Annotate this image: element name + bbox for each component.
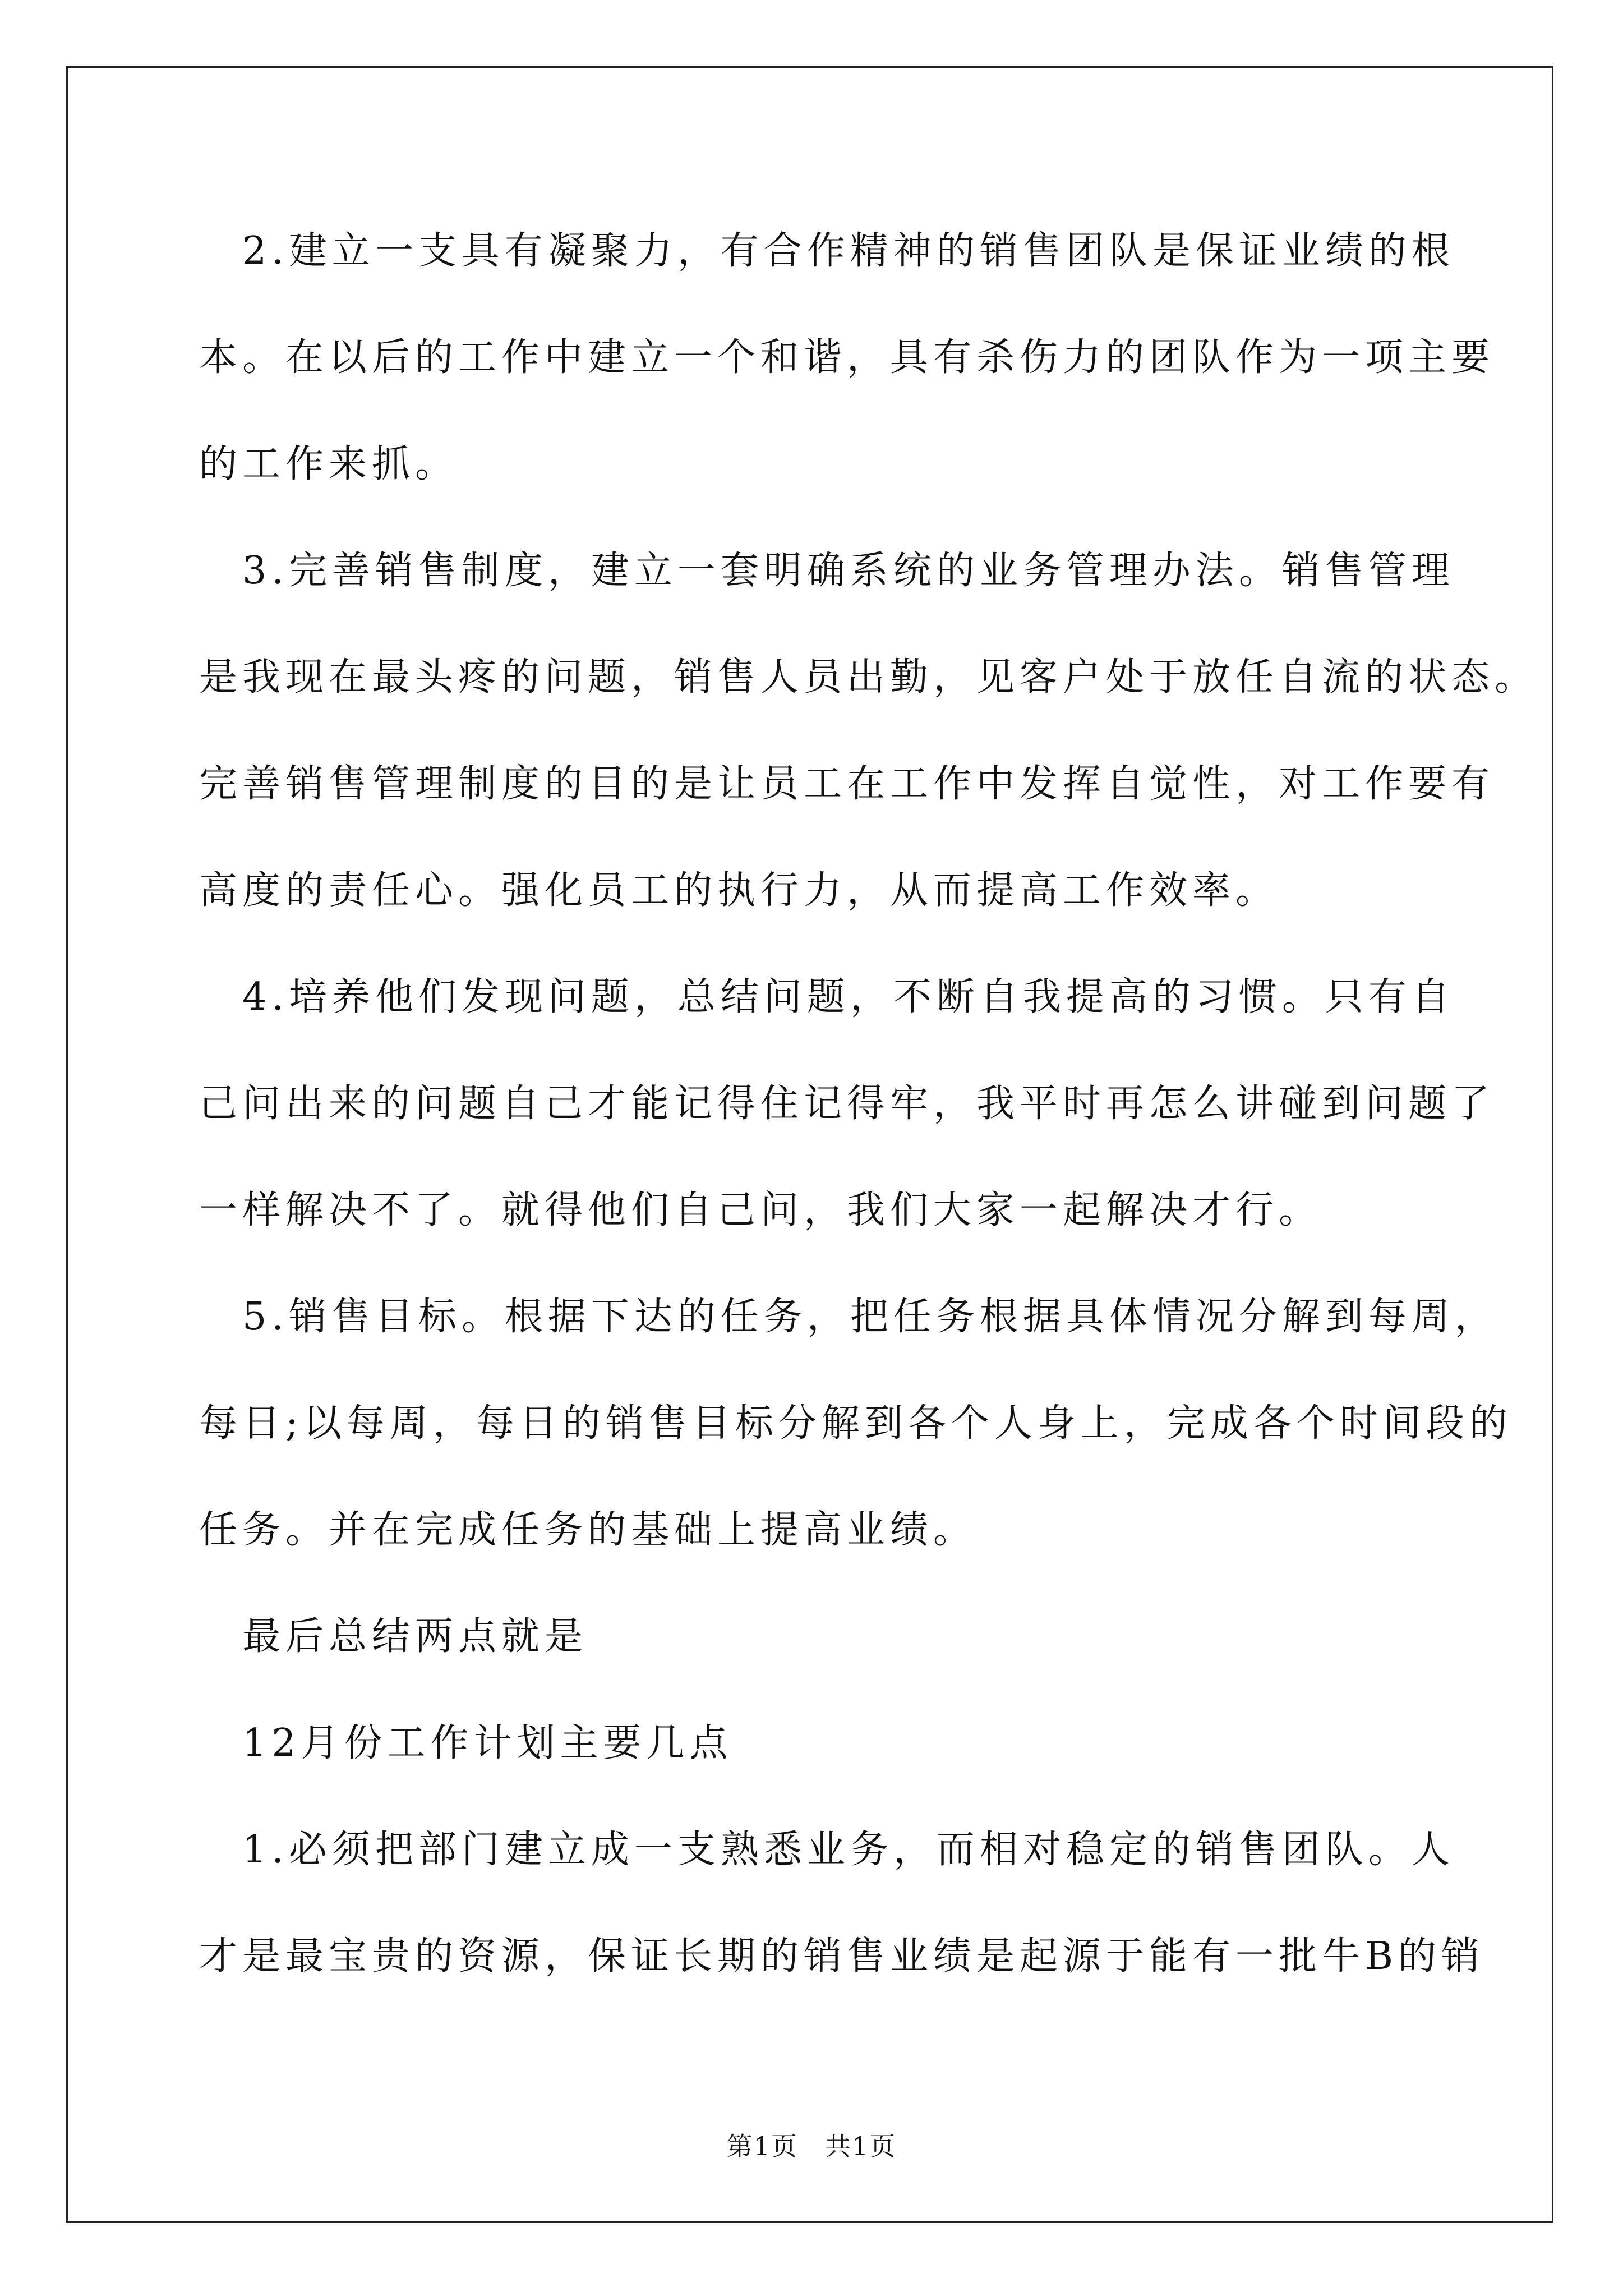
text-line: 5.销售目标。根据下达的任务，把任务根据具体情况分解到每周， (199, 1295, 1498, 1339)
text-line: 最后总结两点就是 (199, 1614, 588, 1659)
text-line: 每日;以每周，每日的销售目标分解到各个人身上，完成各个时间段的 (199, 1401, 1513, 1446)
text-line: 己问出来的问题自己才能记得住记得牢，我平时再怎么讲碰到问题了 (199, 1082, 1495, 1126)
text-line: 1.必须把部门建立成一支熟悉业务，而相对稳定的销售团队。人 (199, 1828, 1455, 1872)
text-line: 12月份工作计划主要几点 (199, 1721, 733, 1765)
text-line: 才是最宝贵的资源，保证长期的销售业绩是起源于能有一批牛B的销 (199, 1934, 1484, 1978)
page-border (66, 66, 1553, 2223)
text-line: 2.建立一支具有凝聚力，有合作精神的销售团队是保证业绩的根 (199, 229, 1455, 273)
page-number-footer: 第1页 共1页 (726, 2131, 897, 2161)
text-line: 任务。并在完成任务的基础上提高业绩。 (199, 1508, 977, 1552)
text-line: 本。在以后的工作中建立一个和谐，具有杀伤力的团队作为一项主要 (199, 335, 1495, 380)
text-line: 4.培养他们发现问题，总结问题，不断自我提高的习惯。只有自 (199, 975, 1455, 1019)
text-line: 是我现在最头疼的问题，销售人员出勤，见客户处于放任自流的状态。 (199, 655, 1538, 700)
text-line: 高度的责任心。强化员工的执行力，从而提高工作效率。 (199, 868, 1279, 913)
text-line: 3.完善销售制度，建立一套明确系统的业务管理办法。销售管理 (199, 549, 1455, 593)
text-line: 的工作来抓。 (199, 442, 459, 486)
text-line: 一样解决不了。就得他们自己问，我们大家一起解决才行。 (199, 1188, 1322, 1232)
text-line: 完善销售管理制度的目的是让员工在工作中发挥自觉性，对工作要有 (199, 762, 1495, 806)
